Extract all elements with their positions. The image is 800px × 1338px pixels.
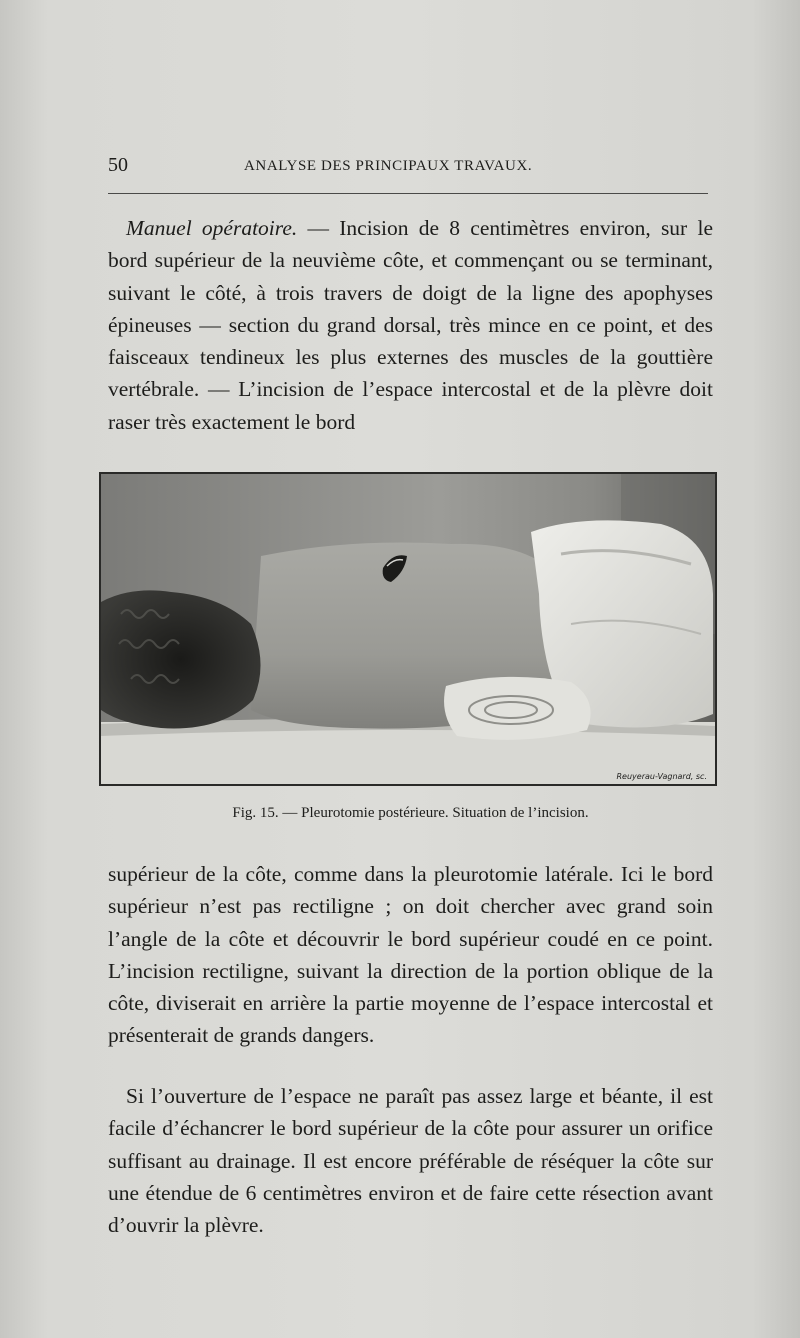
section-label: Manuel opératoire. <box>126 216 298 240</box>
paragraph-2: supérieur de la côte, comme dans la pleurotomie latérale. Ici le bord supérieur n’est pas rectiligne ; on doit chercher avec grand soin l’angle de la côte et découvrir le bord supérieur coudé en ce point. L’incision rectiligne, suivant la direction de la portion oblique de la côte, diviserait en arrière la partie moyenne de l’espace intercostal et présenterait de grands dangers. <box>108 862 713 1048</box>
paragraph-1-text: — Incision de 8 centimètres environ, sur le bord supérieur de la neuvième côte, et commençant ou se terminant, suivant le côté, à trois travers de doigt de la ligne des apophyses épineuses — section du grand dorsal, très mince en ce point, et des faisceaux tendineux les plus externes des muscles de la gouttière vertébrale. — L’incision de l’espace intercostal et de la plèvre doit raser très exactement le bord <box>108 216 713 434</box>
running-head <box>108 154 708 178</box>
figure-illustration <box>101 474 715 784</box>
page-number: 50 <box>108 154 128 176</box>
paragraph-1 <box>108 212 713 438</box>
engraver-signature: Reuyerau-Vagnard, sc. <box>616 772 707 781</box>
paragraph-3: Si l’ouverture de l’espace ne paraît pas assez large et béante, il est facile d’échancrer le bord supérieur de la côte pour assurer un orifice suffisant au drainage. Il est encore préférable de réséquer la côte sur une étendue de 6 centimètres environ et de faire cette résection avant d’ouvrir la plèvre. <box>108 1084 713 1238</box>
running-title: ANALYSE DES PRINCIPAUX TRAVAUX. <box>244 158 533 174</box>
header-rule <box>108 193 708 194</box>
rolled-towel <box>444 677 591 740</box>
figure-photograph <box>99 472 717 786</box>
figure-caption: Fig. 15. — Pleurotomie postérieure. Situation de l’incision. <box>232 805 589 821</box>
